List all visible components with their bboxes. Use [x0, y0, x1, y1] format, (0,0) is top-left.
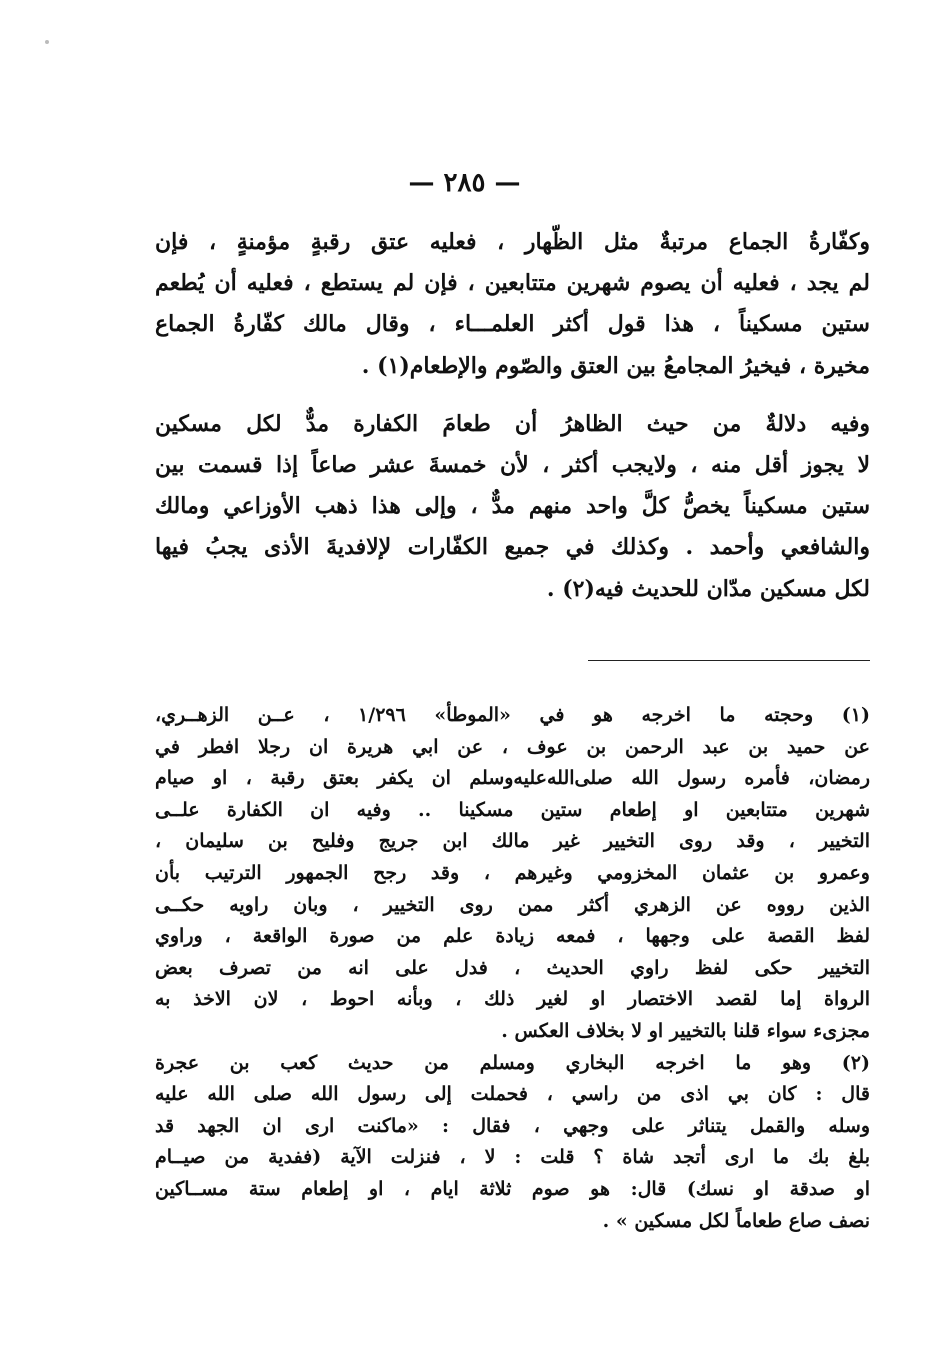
footnote-line: وعمرو بن عثمان المخزومي وغيرهم ، وقد رجح الجمهور الترتيب بأن	[155, 861, 870, 884]
page-number: — ٢٨٥ —	[408, 168, 521, 198]
footnote-line: قال : كان بي اذى من راسي ، فحملت إلى رسول الله صلى الله عليه	[155, 1083, 870, 1106]
text-line: مخيرة ، فيخيرُ المجامعُ بين العتق والصّوم والإطعام(١) .	[361, 352, 870, 379]
footnote-divider	[588, 660, 870, 661]
footnote-line: الرواة إما لقصد الاختصار او لغير ذلك ، وبأنه احوط ، لان الاخذ به	[155, 988, 870, 1011]
footnote-line: الذين رووه عن الزهري أكثر ممن روى التخيير ، وبان راويه حكــى	[155, 893, 870, 916]
footnote-line: شهرين متتابعين او إطعام ستين مسكينا .. وفيه ان الكفارة علــى	[155, 798, 870, 821]
footnote-1	[155, 700, 870, 1048]
scan-speck	[45, 40, 49, 44]
footnote-line: رمضان، فأمره رسول الله صلى‌الله‌عليه‌وسلم ان يكفر بعتق رقبة ، او صيام	[155, 767, 870, 790]
footnote-line: او صدقة او نسك) قال: هو صوم ثلاثة ايام ، او إطعام ستة مســاكين	[155, 1177, 870, 1200]
footnotes	[155, 700, 870, 1237]
paragraph-expiation	[155, 222, 870, 387]
text-line: لا يجوز أقل منه ، ولايجب أكثر ، لأن خمسةَ عشر صاعاً إذا قسمت بين	[155, 452, 870, 479]
text-line: ستين مسكيناً ، هذا قول أكثر العلمـــاء ، وقال مالك كفّارةُ الجماع	[155, 311, 870, 338]
footnote-line: عن حميد بن عبد الرحمن بن عوف ، عن ابي هريرة ان رجلا افطر في	[155, 735, 870, 758]
text-line: والشافعي وأحمد . وكذلك في جميع الكفّارات لإلافديةَ الأذى يجبُ فيها	[155, 534, 870, 561]
text-line: لم يجد ، فعليه أن يصوم شهرين متتابعين ، فإن لم يستطع ، فعليه أن يُطعم	[155, 270, 870, 297]
text-line: وكفّارةُ الجماع مرتبةٌ مثل الظّهار ، فعليه عتق رقبةٍ مؤمنةٍ ، فإن	[155, 229, 870, 255]
footnote-line: بلغ بك ما ارى أتجد شاة ؟ قلت : لا ، فنزلت الآية (ففدية من صيــام	[155, 1146, 870, 1169]
footnote-line: لفظ القصة على وجهها ، فمعه زيادة علم من صورة الواقعة ، وراوي	[155, 925, 870, 948]
text-line: ستين مسكيناً يخصُّ كلَّ واحد منهم مدٌّ ، وإلى هذا ذهب الأوزاعي ومالك	[155, 493, 870, 520]
footnote-line: (١) وحجته ما اخرجه هو في «الموطأ» ١/٢٩٦ ، عــن الزهــري،	[155, 704, 870, 726]
footnote-line: التخيير ، وقد روى التخيير غير مالك ابن جريج وفليح بن سليمان ،	[155, 830, 870, 853]
main-text	[155, 222, 870, 610]
paragraph-measure	[155, 404, 870, 610]
footnote-2	[155, 1048, 870, 1238]
footnote-line: وسله والقمل يتناثر على وجهي ، فقال : «ماكنت ارى ان الجهد قد	[155, 1114, 870, 1137]
footnote-line: التخيير حكى لفظ راوي الحديث ، فدل على انه من تصرف بعض	[155, 956, 870, 979]
footnote-line: (٢) وهو ما اخرجه البخاري ومسلم من حديث كعب بن عجرة	[155, 1051, 870, 1074]
text-line: لكل مسكين مدّان للحديث فيه(٢) .	[546, 575, 870, 602]
text-line: وفيه دلالةٌ من حيث الظاهرُ أن طعامَ الكفارة مدٌّ لكل مسكين	[155, 410, 870, 437]
footnote-line: نصف صاع طعاماً لكل مسكين » .	[602, 1209, 870, 1232]
footnote-line: مجزىء سواء قلنا بالتخيير او لا بخلاف العكس .	[501, 1019, 870, 1042]
